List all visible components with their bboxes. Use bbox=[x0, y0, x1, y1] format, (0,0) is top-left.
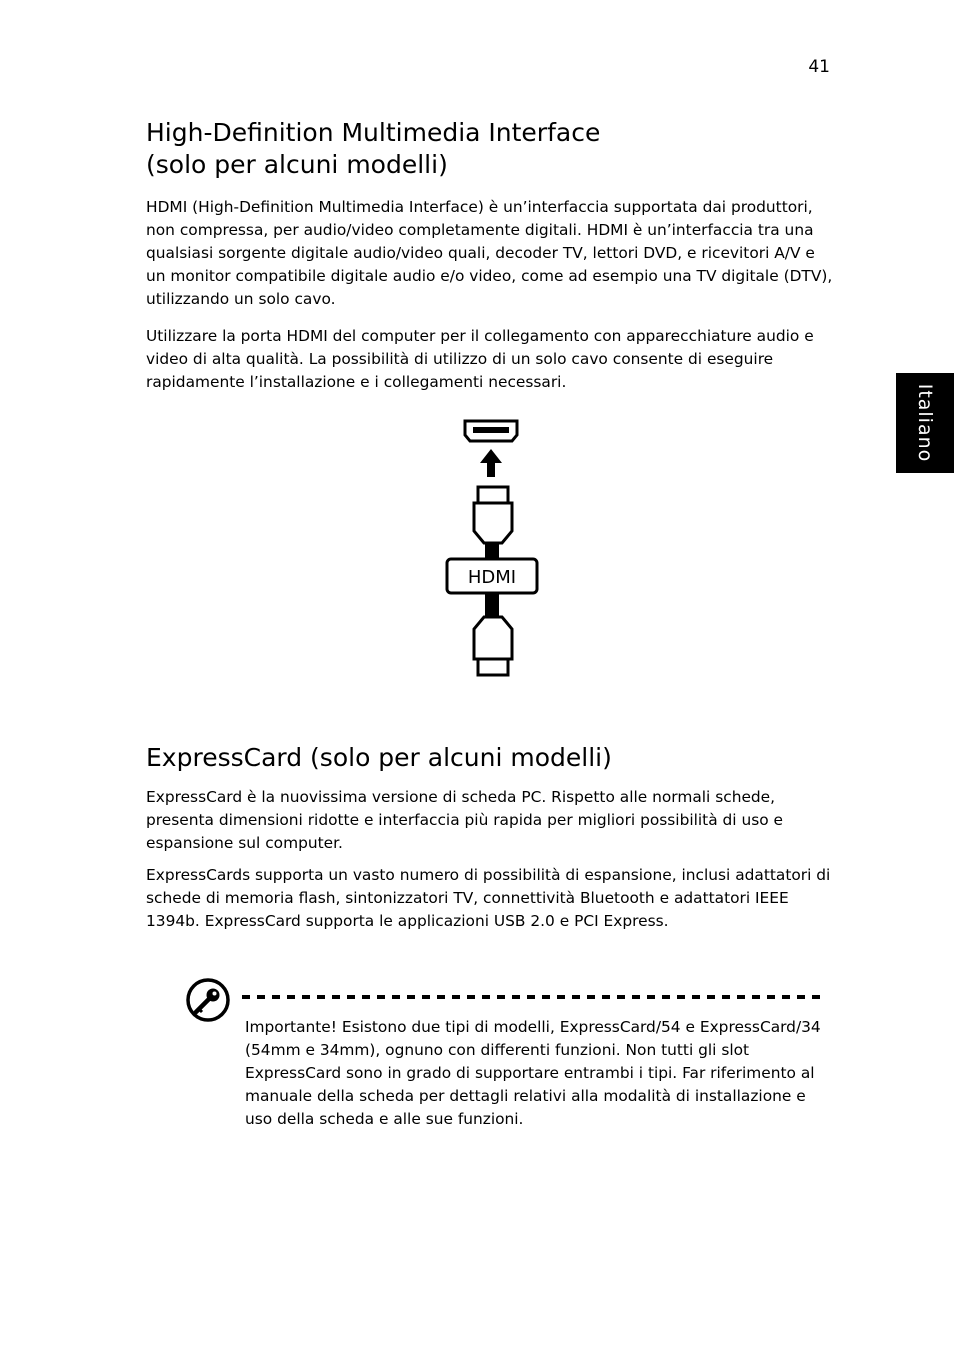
expresscard-paragraph-1: ExpressCard è la nuovissima versione di scheda PC. Rispetto alle normali schede, presenta dimensioni ridotte e interfaccia più rapida per migliori possibilità di uso e espansione sul computer. bbox=[146, 788, 784, 852]
expresscard-section-title: ExpressCard (solo per alcuni modelli) bbox=[146, 743, 612, 772]
hdmi-cable-icon bbox=[447, 487, 537, 675]
important-note bbox=[245, 1016, 830, 1131]
hdmi-port-icon bbox=[465, 421, 517, 441]
hdmi-paragraph-2: Utilizzare la porta HDMI del computer per il collegamento con apparecchiature audio e video di alta qualità. La possibilità di utilizzo di un solo cavo consente di eseguire rapidamente l’installazione e i collegamenti necessari. bbox=[146, 327, 814, 391]
hdmi-title-line2: (solo per alcuni modelli) bbox=[146, 150, 448, 179]
hdmi-label: HDMI bbox=[467, 567, 517, 588]
hdmi-title-line1: High-Definition Multimedia Interface bbox=[146, 118, 601, 147]
page-number: 41 bbox=[808, 57, 830, 77]
expresscard-paragraph-2: ExpressCards supporta un vasto numero di possibilità di espansione, inclusi adattatori di schede di memoria flash, sintonizzatori TV, connettività Bluetooth e adattatori IEEE 1394b. ExpressCard supporta le applicazioni USB 2.0 e PCI Express. bbox=[146, 866, 831, 930]
language-tab-label: Italiano bbox=[914, 383, 936, 463]
important-label: Importante! bbox=[245, 1018, 337, 1036]
note-dashed-rule bbox=[242, 994, 827, 1000]
important-key-icon bbox=[185, 977, 231, 1023]
arrow-up-icon bbox=[480, 449, 502, 477]
hdmi-figure bbox=[430, 415, 554, 685]
hdmi-section-title bbox=[146, 117, 746, 181]
hdmi-paragraph-1: HDMI (High-Definition Multimedia Interface) è un’interfaccia supportata dai produttori, non compressa, per audio/video completamente digitali. HDMI è un’interfaccia tra una qualsiasi sorgente digitale audio/video quali, decoder TV, lettori DVD, e ricevitori A/V e un monitor compatibile digitale audio e/o video, come ad esempio una TV digitale (DTV), utilizzando un solo cavo. bbox=[146, 198, 833, 308]
important-note-text: Esistono due tipi di modelli, ExpressCard/54 e ExpressCard/34 (54mm e 34mm), ognuno con differenti funzioni. Non tutti gli slot ExpressCard sono in grado di supportare entrambi i tipi. Far riferimento al manuale della scheda per dettagli relativi alla modalità di installazione e uso della scheda e alle sue funzioni. bbox=[245, 1018, 821, 1128]
language-tab bbox=[896, 373, 954, 473]
hdmi-illustration bbox=[430, 415, 554, 685]
